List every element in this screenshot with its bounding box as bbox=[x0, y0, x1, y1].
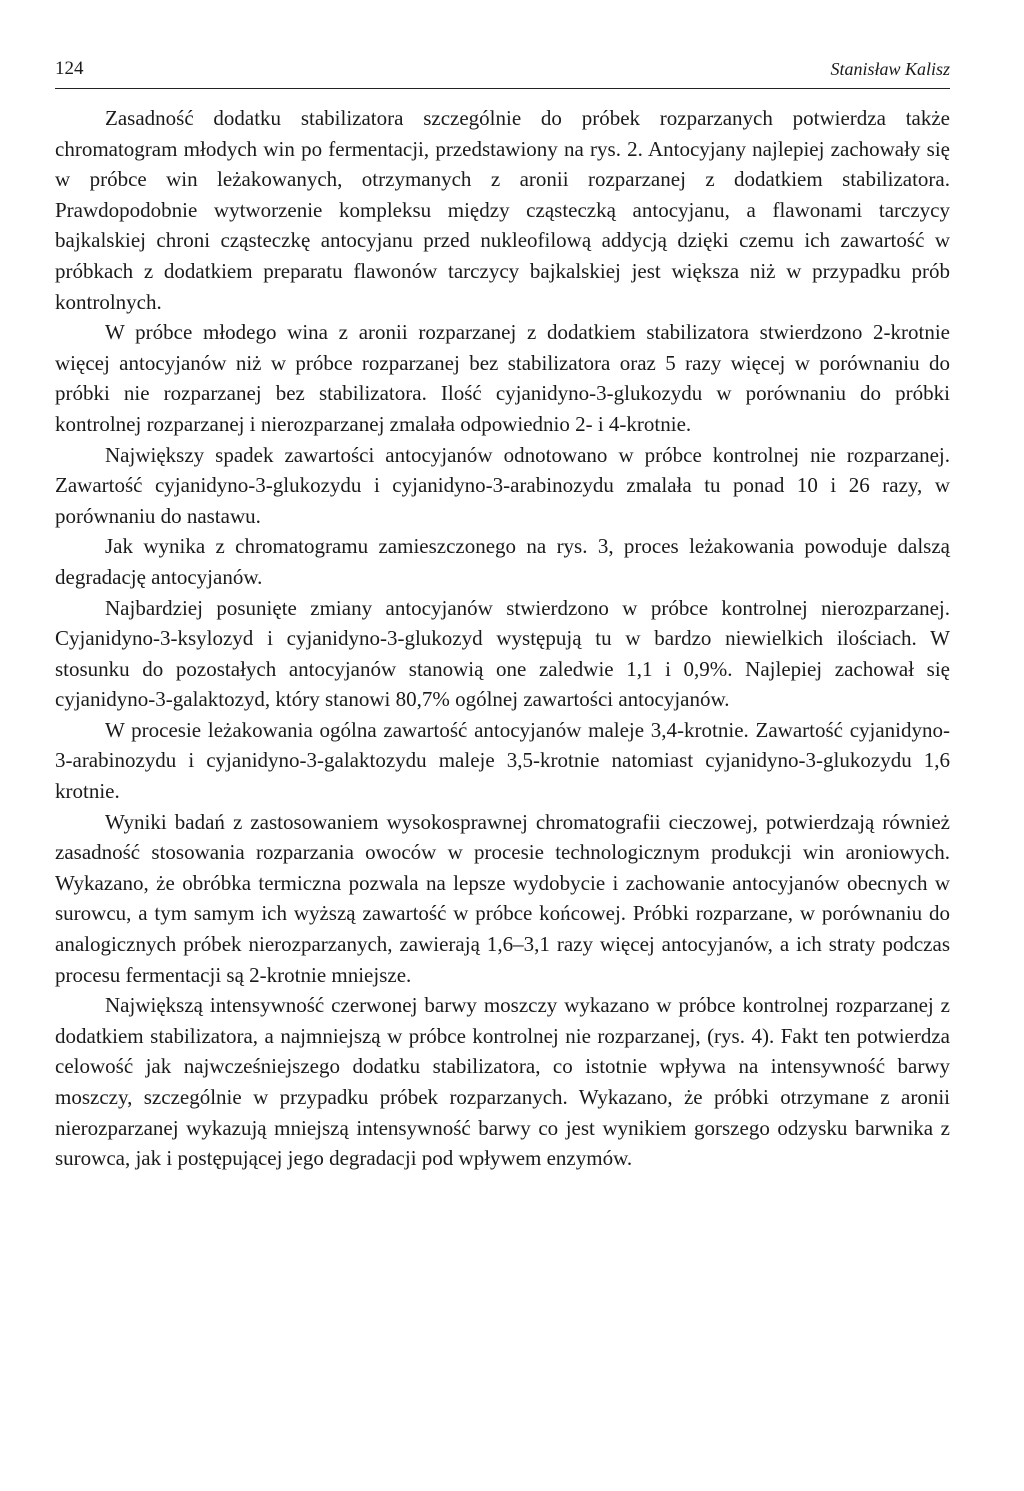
page-number: 124 bbox=[55, 58, 84, 79]
paragraph: W procesie leżakowania ogólna zawartość antocyjanów maleje 3,4-krotnie. Zawartość cyjanidyno-3-arabinozydu i cyjanidyno-3-galaktozydu maleje 3,5-krotnie natomiast cyjanidyno-3-glukozydu 1,6 krotnie. bbox=[55, 717, 950, 804]
paragraph: Największy spadek zawartości antocyjanów odnotowano w próbce kontrolnej nie rozparzanej. Zawartość cyjanidyno-3-glukozydu i cyjanidyno-3-arabinozydu zmalała tu ponad 10 i 26 razy, w porównaniu do nastawu. bbox=[55, 442, 950, 528]
body-text bbox=[55, 103, 950, 1174]
paragraph: Jak wynika z chromatogramu zamieszczonego na rys. 3, proces leżakowania powoduje dalszą degradację antocyjanów. bbox=[55, 534, 950, 589]
paragraph: Najbardziej posunięte zmiany antocyjanów stwierdzono w próbce kontrolnej nierozparzanej. Cyjanidyno-3-ksylozyd i cyjanidyno-3-glukozyd występują tu w bardzo niewielkich ilościach. W stosunku do pozostałych antocyjanów stanowią one zaledwie 1,1 i 0,9%. Najlepiej zachował się cyjanidyno-3-galaktozyd, który stanowi 80,7% ogólnej zawartości antocyjanów. bbox=[55, 595, 950, 712]
running-head bbox=[55, 56, 950, 89]
paragraph: W próbce młodego wina z aronii rozparzanej z dodatkiem stabilizatora stwierdzono 2-krotnie więcej antocyjanów niż w próbce rozparzanej bez stabilizatora oraz 5 razy więcej w porównaniu do próbki nie rozparzanej bez stabilizatora. Ilość cyjanidyno-3-glukozydu w porównaniu do próbki kontrolnej rozparzanej i nierozparzanej zmalała odpowiednio 2- i 4-krotnie. bbox=[55, 320, 950, 436]
paragraph: Wyniki badań z zastosowaniem wysokosprawnej chromatografii cieczowej, potwierdzają również zasadność stosowania rozparzania owoców w procesie technologicznym produkcji win aroniowych. Wykazano, że obróbka termiczna pozwala na lepsze wydobycie i zachowanie antocyjanów obecnych w surowcu, a tym samym ich wyższą zawartość w próbce końcowej. Próbki rozparzane, w porównaniu do analogicznych próbek nierozparzanych, zawierają 1,6–3,1 razy więcej antocyjanów, a ich straty podczas procesu fermentacji są 2-krotnie mniejsze. bbox=[55, 809, 950, 987]
running-head-author: Stanisław Kalisz bbox=[830, 59, 950, 79]
paragraph: Zasadność dodatku stabilizatora szczególnie do próbek rozparzanych potwierdza także chromatogram młodych win po fermentacji, przedstawiony na rys. 2. Antocyjany najlepiej zachowały się w próbce win leżakowanych, otrzymanych z aronii rozparzanej z dodatkiem stabilizatora. Prawdopodobnie wytworzenie kompleksu między cząsteczką antocyjanu, a flawonami tarczycy bajkalskiej chroni cząsteczkę antocyjanu przed nukleofilową addycją dzięki czemu ich zawartość w próbkach z dodatkiem preparatu flawonów tarczycy bajkalskiej jest większa niż w przypadku prób kontrolnych. bbox=[55, 106, 950, 314]
paragraph: Największą intensywność czerwonej barwy moszczy wykazano w próbce kontrolnej rozparzanej z dodatkiem stabilizatora, a najmniejszą w próbce kontrolnej nie rozparzanej, (rys. 4). Fakt ten potwierdza celowość jak najwcześniejszego dodatku stabilizatora, co istotnie wpływa na intensywność barwy moszczy, szczególnie w przypadku próbek rozparzanych. Wykazano, że próbki otrzymane z aronii nierozparzanej wykazują mniejszą intensywność barwy co jest wynikiem gorszego odzysku barwnika z surowca, jak i postępującej jego degradacji pod wpływem enzymów. bbox=[55, 993, 950, 1171]
page bbox=[55, 56, 950, 1174]
